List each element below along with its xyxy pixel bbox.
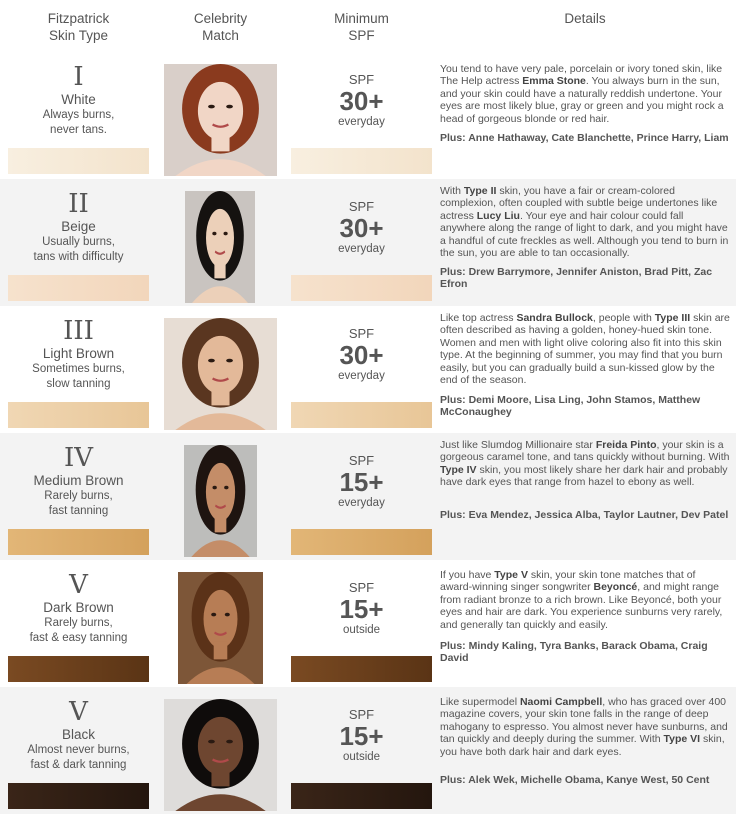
- spf-value: 30+: [339, 213, 384, 243]
- details-paragraph: [440, 696, 730, 758]
- spf-label: SPF: [348, 580, 375, 595]
- spf-tone-swatch: [291, 148, 432, 174]
- spf-cell: [291, 199, 432, 256]
- roman-numeral: I: [73, 62, 84, 92]
- details-highlight: Naomi Campbell: [519, 696, 603, 708]
- celebrity-photo: [164, 699, 277, 811]
- details-paragraph: [440, 312, 730, 386]
- skin-type-row: [0, 560, 736, 687]
- roman-numeral: V: [69, 570, 88, 600]
- skin-type-desc-line1: Sometimes burns,: [32, 363, 125, 375]
- details-text-mid: skin, you have a fair or cream-colored complexion, often coupled with subtle beige undertones like actress: [440, 185, 718, 222]
- skin-tone-swatch: [8, 148, 149, 174]
- skin-type-desc-line2: fast tanning: [48, 504, 109, 517]
- spf-cell: [291, 453, 432, 510]
- header-details-label: Details: [564, 11, 606, 26]
- skin-type-desc-line2: fast & dark tanning: [30, 758, 127, 771]
- header-spf-line1: Minimum: [334, 11, 389, 26]
- skin-type-name: Black: [61, 727, 95, 742]
- skin-type-desc-line1: Always burns,: [42, 109, 115, 121]
- spf-cell: [291, 580, 432, 637]
- details-highlight: Type V: [494, 569, 528, 581]
- celebrity-portrait-illustration: [178, 572, 263, 684]
- spf-tone-swatch: [291, 275, 432, 301]
- celebrity-portrait-illustration: [185, 191, 255, 303]
- skin-type-description: [8, 235, 149, 264]
- spf-value: 15+: [339, 721, 384, 751]
- details-highlight: Emma Stone: [522, 75, 586, 88]
- details-text-post: . Your eye and hair colour could fall anywhere along the range of light to dark, and you might have a handful of cute freckles as well. Although you tend to burn in the sun, you are able to tan occasionally.: [440, 209, 729, 260]
- plus-celebrities: Plus: Anne Hathaway, Cate Blanchette, Prince Harry, Liam: [440, 132, 729, 144]
- celebrity-photo: [185, 191, 255, 303]
- skin-type-desc-line1: Usually burns,: [42, 236, 115, 248]
- celebrity-portrait-illustration: [164, 699, 277, 811]
- spf-label: SPF: [348, 72, 375, 87]
- plus-celebrities: Plus: Alek Wek, Michelle Obama, Kanye West, 50 Cent: [440, 774, 710, 786]
- details-text-post: skin are often described as having a golden, honey-hued skin tone. Women and men with light olive coloring also fit into this skin type. At the beginning of summer, you may find that you burn easily, but you can gradually build a sun-kissed glow by the end of the season.: [440, 312, 730, 387]
- header-minimum-spf: [291, 10, 432, 44]
- spf-label: SPF: [348, 453, 375, 468]
- spf-tone-swatch: [291, 402, 432, 428]
- spf-frequency: everyday: [338, 116, 385, 128]
- details-highlight-2: Lucy Liu: [476, 209, 520, 222]
- header-spf-line2: SPF: [348, 28, 375, 43]
- skin-type-desc-line2: never tans.: [50, 123, 107, 136]
- skin-type-description: [8, 743, 149, 772]
- celebrity-portrait-illustration: [164, 64, 277, 176]
- header-skin-type: [8, 10, 149, 44]
- details-highlight: Type II: [463, 185, 497, 197]
- spf-cell: [291, 72, 432, 129]
- header-skin-type-line2: Skin Type: [48, 28, 109, 43]
- skin-type-desc-line2: fast & easy tanning: [29, 631, 128, 644]
- skin-tone-swatch: [8, 529, 149, 555]
- spf-frequency: everyday: [338, 243, 385, 255]
- spf-tone-swatch: [291, 656, 432, 682]
- skin-tone-swatch: [8, 402, 149, 428]
- celebrity-photo: [164, 318, 277, 430]
- skin-type-row: [0, 687, 736, 814]
- skin-type-name: Dark Brown: [43, 600, 114, 615]
- skin-type-desc-line1: Almost never burns,: [27, 744, 130, 756]
- details-text-pre: Just like Slumdog Millionaire star: [440, 439, 596, 451]
- plus-celebrities: Plus: Mindy Kaling, Tyra Banks, Barack Obama, Craig David: [440, 640, 708, 665]
- skin-type-desc-line1: Rarely burns,: [44, 490, 113, 502]
- spf-value: 30+: [339, 86, 384, 116]
- header-celebrity-line2: Match: [202, 28, 239, 43]
- skin-tone-swatch: [8, 275, 149, 301]
- details-paragraph: [440, 569, 730, 631]
- skin-tone-swatch: [8, 656, 149, 682]
- header-celebrity-match: [150, 10, 291, 44]
- header-details: [440, 10, 730, 27]
- skin-type-description: [8, 362, 149, 391]
- header-skin-type-line1: Fitzpatrick: [47, 11, 110, 26]
- skin-type-desc-line2: tans with difficulty: [33, 250, 124, 263]
- details-text-pre: Like top actress: [440, 312, 517, 324]
- roman-numeral: III: [63, 316, 94, 346]
- skin-type-desc-line2: slow tanning: [46, 377, 111, 390]
- spf-label: SPF: [348, 199, 375, 214]
- details-text-mid: , who has graced over 400 magazine covers, your skin tone falls in the range of deep mahogany to espresso. You almost never have sunburns, and tan quickly and deeply during the summer. With: [440, 696, 728, 746]
- skin-type-description: [8, 108, 149, 137]
- skin-tone-swatch: [8, 783, 149, 809]
- details-highlight-2: Beyoncé: [593, 581, 638, 594]
- details-paragraph: [440, 439, 730, 489]
- plus-celebrities: Plus: Eva Mendez, Jessica Alba, Taylor Lautner, Dev Patel: [440, 509, 729, 521]
- plus-celebrities: Plus: Drew Barrymore, Jennifer Aniston, Brad Pitt, Zac Efron: [440, 266, 713, 291]
- details-highlight-2: Type IV: [440, 463, 477, 476]
- details-highlight-2: Type III: [654, 312, 691, 324]
- spf-value: 15+: [339, 467, 384, 497]
- spf-cell: [291, 707, 432, 764]
- details-text-mid: , people with: [592, 312, 655, 324]
- roman-numeral: II: [68, 189, 89, 219]
- details-text-pre: You tend to have very pale, porcelain or ivory toned skin, like The Help actress: [440, 63, 723, 88]
- skin-type-row: [0, 433, 736, 560]
- header-celebrity-line1: Celebrity: [193, 11, 248, 26]
- skin-type-name: Medium Brown: [33, 473, 124, 488]
- skin-type-name: Beige: [61, 219, 96, 234]
- spf-value: 15+: [339, 594, 384, 624]
- spf-tone-swatch: [291, 783, 432, 809]
- celebrity-photo: [184, 445, 257, 557]
- spf-frequency: everyday: [338, 497, 385, 509]
- celebrity-portrait-illustration: [184, 445, 257, 557]
- spf-frequency: outside: [342, 751, 381, 763]
- skin-type-row: [0, 179, 736, 306]
- details-text-pre: Like supermodel: [440, 696, 520, 708]
- skin-type-description: [8, 489, 149, 518]
- celebrity-portrait-illustration: [164, 318, 277, 430]
- details-highlight: Sandra Bullock: [516, 312, 593, 324]
- details-text-post: , and might range from radiant bronze to a rich brown. Like Beyoncé, both your eyes and hair are dark. You experience sunburns very rarely, and generally tan quickly and easily.: [440, 581, 723, 631]
- details-highlight: Freida Pinto: [595, 439, 657, 451]
- celebrity-photo: [178, 572, 263, 684]
- skin-type-name: White: [61, 92, 96, 107]
- details-text-post: . You always burn in the sun, and your skin could have a naturally reddish undertone. Your eyes are most likely blue, gray or green and you might rock a head of gorgeous blonde or red hair.: [440, 75, 724, 125]
- details-text-mid: skin, your skin tone matches that of award-winning singer songwriter: [440, 569, 696, 594]
- plus-celebrities: Plus: Demi Moore, Lisa Ling, John Stamos, Matthew McConaughey: [440, 394, 701, 419]
- roman-numeral: V: [69, 697, 88, 727]
- skin-type-row: [0, 306, 736, 433]
- skin-type-row: [0, 52, 736, 179]
- spf-frequency: everyday: [338, 370, 385, 382]
- details-text-pre: If you have: [440, 569, 495, 581]
- details-text-pre: With: [440, 185, 464, 197]
- table-header: [0, 0, 736, 52]
- spf-value: 30+: [339, 340, 384, 370]
- spf-cell: [291, 326, 432, 383]
- skin-type-description: [8, 616, 149, 645]
- spf-tone-swatch: [291, 529, 432, 555]
- details-paragraph: [440, 185, 730, 259]
- details-paragraph: [440, 63, 730, 125]
- skin-type-name: Light Brown: [42, 346, 115, 361]
- details-text-post: skin, you most likely share her dark hair and probably have dark eyes that range from hazel to ebony as well.: [440, 463, 728, 489]
- details-highlight-2: Type VI: [663, 733, 701, 746]
- celebrity-photo: [164, 64, 277, 176]
- spf-frequency: outside: [342, 624, 381, 636]
- details-text-mid: , your skin is a gorgeous caramel tone, and tans quickly without burning. With: [440, 439, 730, 464]
- roman-numeral: IV: [63, 443, 94, 473]
- skin-type-desc-line1: Rarely burns,: [44, 617, 113, 629]
- spf-label: SPF: [348, 707, 375, 722]
- details-text-post: skin, you have both dark hair and dark eyes.: [440, 733, 725, 758]
- spf-label: SPF: [348, 326, 375, 341]
